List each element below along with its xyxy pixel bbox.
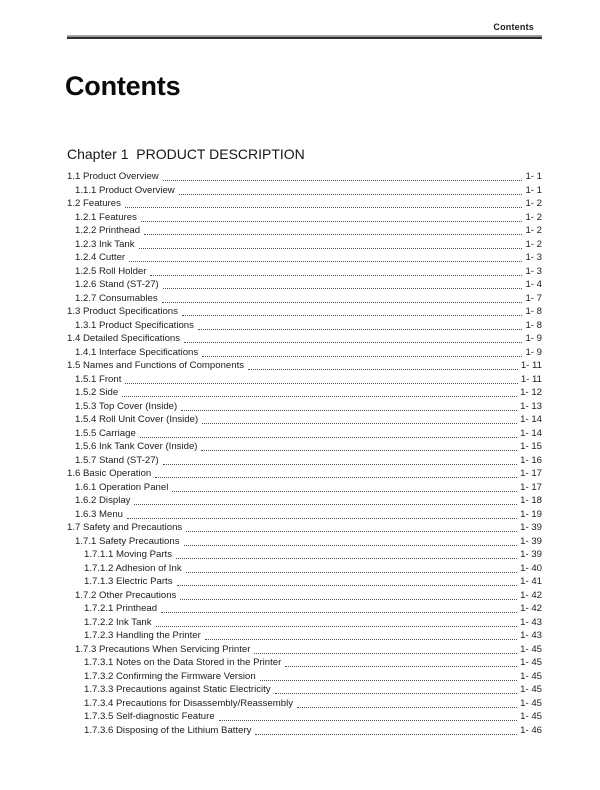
toc-leader-dots	[177, 585, 518, 586]
running-header	[67, 22, 542, 39]
toc-entry-page: 1- 43	[520, 630, 542, 641]
toc-leader-dots	[163, 180, 523, 181]
toc-entry-label: 1.7.3.4 Precautions for Disassembly/Reassembly	[84, 697, 294, 709]
toc-entry-page: 1- 11	[520, 373, 542, 385]
toc-entry-page: 1- 18	[520, 495, 542, 506]
toc-entry-page: 1- 2	[525, 238, 542, 250]
toc-leader-dots	[127, 518, 517, 519]
toc-leader-dots	[150, 275, 522, 276]
toc-leader-dots	[162, 302, 523, 303]
toc-entry-label: 1.2.5 Roll Holder	[75, 265, 147, 277]
chapter-heading: Chapter 1 PRODUCT DESCRIPTION	[67, 146, 305, 162]
toc-entry-page: 1- 8	[525, 319, 542, 331]
toc-leader-dots	[297, 707, 517, 708]
toc-entry-label: 1.7.2 Other Precautions	[75, 589, 177, 601]
toc-entry	[67, 413, 542, 427]
toc-entry-label: 1.7.2.3 Handling the Printer	[84, 630, 201, 641]
toc-leader-dots	[186, 572, 518, 573]
toc-leader-dots	[186, 531, 517, 532]
toc-entry	[67, 359, 542, 373]
toc-leader-dots	[248, 369, 518, 370]
toc-entry-label: 1.7.3.3 Precautions against Static Electricity	[84, 684, 271, 695]
toc-entry	[67, 589, 542, 603]
toc-entry-label: 1.2.1 Features	[75, 211, 137, 223]
toc-leader-dots	[181, 410, 517, 411]
toc-leader-dots	[285, 666, 517, 667]
toc-entry-label: 1.7.1.1 Moving Parts	[84, 549, 172, 560]
toc-entry-label: 1.2.6 Stand (ST-27)	[75, 279, 159, 290]
toc-leader-dots	[163, 288, 523, 289]
toc-entry-page: 1- 12	[520, 387, 542, 398]
toc-entry-label: 1.3 Product Specifications	[67, 306, 178, 317]
toc-entry	[67, 656, 542, 670]
toc-entry-label: 1.1.1 Product Overview	[75, 184, 175, 196]
toc-entry	[67, 548, 542, 562]
toc-entry-page: 1- 19	[520, 508, 542, 520]
toc-entry	[67, 292, 542, 306]
toc-entry-label: 1.2.7 Consumables	[75, 292, 158, 304]
toc-entry-page: 1- 15	[520, 441, 542, 452]
toc-entry	[67, 521, 542, 535]
toc-entry-page: 1- 9	[525, 333, 542, 344]
toc-leader-dots	[260, 680, 517, 681]
toc-entry-page: 1- 39	[520, 522, 542, 533]
header-rule	[67, 35, 542, 39]
toc-entry-label: 1.7.3.2 Confirming the Firmware Version	[84, 670, 256, 682]
toc-leader-dots	[202, 356, 522, 357]
toc-entry-label: 1.7.2.1 Printhead	[84, 603, 158, 614]
toc-entry-page: 1- 46	[520, 724, 542, 736]
toc-entry-page: 1- 13	[520, 400, 542, 412]
toc-entry	[67, 724, 542, 738]
toc-entry-label: 1.7 Safety and Precautions	[67, 522, 183, 533]
toc-leader-dots	[254, 653, 517, 654]
toc-entry-page: 1- 39	[520, 535, 542, 547]
toc-entry-label: 1.3.1 Product Specifications	[75, 319, 194, 331]
toc-leader-dots	[205, 639, 517, 640]
toc-leader-dots	[180, 599, 517, 600]
toc-entry-page: 1- 11	[520, 360, 542, 371]
toc-entry-page: 1- 14	[520, 427, 542, 439]
toc-entry-label: 1.7.1.3 Electric Parts	[84, 576, 173, 587]
toc-leader-dots	[125, 207, 523, 208]
toc-entry-label: 1.7.2.2 Ink Tank	[84, 616, 152, 628]
toc-entry	[67, 400, 542, 414]
toc-entry-page: 1- 42	[520, 603, 542, 614]
toc-entry-page: 1- 41	[520, 576, 542, 587]
toc-entry	[67, 643, 542, 657]
toc-leader-dots	[139, 248, 523, 249]
toc-entry-page: 1- 8	[525, 306, 542, 317]
toc-entry	[67, 467, 542, 481]
toc-entry-label: 1.5.6 Ink Tank Cover (Inside)	[75, 441, 198, 452]
toc-entry-label: 1.7.3.5 Self-diagnostic Feature	[84, 711, 215, 722]
toc-leader-dots	[161, 612, 517, 613]
toc-leader-dots	[144, 234, 522, 235]
toc-entry	[67, 629, 542, 643]
toc-entry	[67, 616, 542, 630]
toc-entry	[67, 278, 542, 292]
toc-entry-page: 1- 2	[525, 211, 542, 223]
toc-entry-label: 1.5.3 Top Cover (Inside)	[75, 400, 178, 412]
toc-entry-page: 1- 45	[520, 643, 542, 655]
toc-entry	[67, 224, 542, 238]
toc-entry-label: 1.2.2 Printhead	[75, 225, 141, 236]
toc-entry-label: 1.5.1 Front	[75, 373, 122, 385]
toc-entry	[67, 710, 542, 724]
toc-leader-dots	[255, 734, 517, 735]
toc-entry-page: 1- 17	[520, 468, 542, 479]
toc-entry-label: 1.5.4 Roll Unit Cover (Inside)	[75, 414, 199, 425]
toc-entry-page: 1- 45	[520, 657, 542, 668]
toc-entry	[67, 562, 542, 576]
toc-leader-dots	[176, 558, 517, 559]
toc-leader-dots	[184, 545, 518, 546]
toc-entry-label: 1.7.3 Precautions When Servicing Printer	[75, 643, 251, 655]
toc-entry	[67, 575, 542, 589]
toc-entry-label: 1.4 Detailed Specifications	[67, 333, 181, 344]
toc-entry	[67, 454, 542, 468]
toc-entry	[67, 211, 542, 225]
toc-entry	[67, 535, 542, 549]
toc-leader-dots	[141, 221, 523, 222]
toc-entry-page: 1- 2	[525, 225, 542, 236]
toc-entry-label: 1.5.2 Side	[75, 387, 119, 398]
toc-entry-label: 1.7.3.6 Disposing of the Lithium Battery	[84, 724, 252, 736]
toc-entry	[67, 481, 542, 495]
toc-entry-label: 1.7.1.2 Adhesion of Ink	[84, 562, 182, 574]
toc-leader-dots	[219, 720, 517, 721]
toc-entry-label: 1.5.5 Carriage	[75, 427, 136, 439]
toc-entry	[67, 373, 542, 387]
toc-entry-label: 1.2 Features	[67, 198, 121, 209]
toc-entry-page: 1- 9	[525, 346, 542, 358]
toc-entry	[67, 265, 542, 279]
toc-leader-dots	[129, 261, 522, 262]
toc-entry	[67, 305, 542, 319]
toc-entry-page: 1- 45	[520, 711, 542, 722]
toc-entry	[67, 184, 542, 198]
toc-entry	[67, 386, 542, 400]
toc-entry-page: 1- 40	[520, 562, 542, 574]
toc-entry	[67, 602, 542, 616]
toc-entry-page: 1- 45	[520, 684, 542, 695]
toc-leader-dots	[156, 626, 518, 627]
toc-leader-dots	[184, 342, 522, 343]
toc-entry-page: 1- 3	[525, 265, 542, 277]
toc-leader-dots	[122, 396, 517, 397]
toc-entry-label: 1.6.3 Menu	[75, 508, 124, 520]
toc-entry	[67, 683, 542, 697]
toc-leader-dots	[163, 464, 517, 465]
toc-entry	[67, 440, 542, 454]
toc-entry	[67, 170, 542, 184]
toc-entry-page: 1- 1	[525, 171, 542, 182]
toc-leader-dots	[125, 383, 517, 384]
toc-leader-dots	[134, 504, 517, 505]
running-header-label: Contents	[493, 22, 534, 32]
toc-entry-page: 1- 39	[520, 549, 542, 560]
toc-leader-dots	[275, 693, 517, 694]
toc-entry-page: 1- 1	[525, 184, 542, 196]
toc-entry-label: 1.7.3.1 Notes on the Data Stored in the Printer	[84, 657, 282, 668]
toc-entry-page: 1- 45	[520, 697, 542, 709]
toc-entry-page: 1- 45	[520, 670, 542, 682]
toc-leader-dots	[155, 477, 517, 478]
toc-entry-label: 1.6.2 Display	[75, 495, 131, 506]
toc-entry	[67, 427, 542, 441]
toc-entry-label: 1.6 Basic Operation	[67, 468, 152, 479]
toc-entry-label: 1.2.4 Cutter	[75, 252, 126, 263]
toc-leader-dots	[201, 450, 517, 451]
toc-entry-page: 1- 3	[525, 252, 542, 263]
toc-entry-label: 1.1 Product Overview	[67, 171, 159, 182]
toc-entry	[67, 346, 542, 360]
toc-leader-dots	[179, 194, 523, 195]
toc-entry-label: 1.2.3 Ink Tank	[75, 238, 135, 250]
toc-entry-label: 1.7.1 Safety Precautions	[75, 535, 180, 547]
toc-list	[67, 170, 542, 737]
toc-entry-label: 1.5 Names and Functions of Components	[67, 360, 245, 371]
toc-entry	[67, 319, 542, 333]
toc-entry-label: 1.5.7 Stand (ST-27)	[75, 454, 159, 466]
toc-entry-label: 1.6.1 Operation Panel	[75, 481, 169, 493]
toc-entry-page: 1- 17	[520, 481, 542, 493]
page-title: Contents	[65, 71, 181, 101]
toc-entry	[67, 697, 542, 711]
toc-leader-dots	[140, 437, 517, 438]
toc-entry	[67, 238, 542, 252]
toc-entry	[67, 670, 542, 684]
toc-entry	[67, 494, 542, 508]
toc-leader-dots	[198, 329, 523, 330]
toc-entry-page: 1- 42	[520, 589, 542, 601]
toc-entry	[67, 251, 542, 265]
toc-leader-dots	[202, 423, 517, 424]
toc-entry-page: 1- 43	[520, 616, 542, 628]
toc-leader-dots	[182, 315, 523, 316]
toc-entry-page: 1- 14	[520, 414, 542, 425]
toc-entry-label: 1.4.1 Interface Specifications	[75, 346, 199, 358]
toc-entry	[67, 332, 542, 346]
toc-leader-dots	[172, 491, 517, 492]
toc-entry	[67, 197, 542, 211]
toc-entry-page: 1- 4	[525, 279, 542, 290]
toc-entry-page: 1- 7	[525, 292, 542, 304]
toc-entry-page: 1- 2	[525, 198, 542, 209]
toc-entry-page: 1- 16	[520, 454, 542, 466]
toc-entry	[67, 508, 542, 522]
